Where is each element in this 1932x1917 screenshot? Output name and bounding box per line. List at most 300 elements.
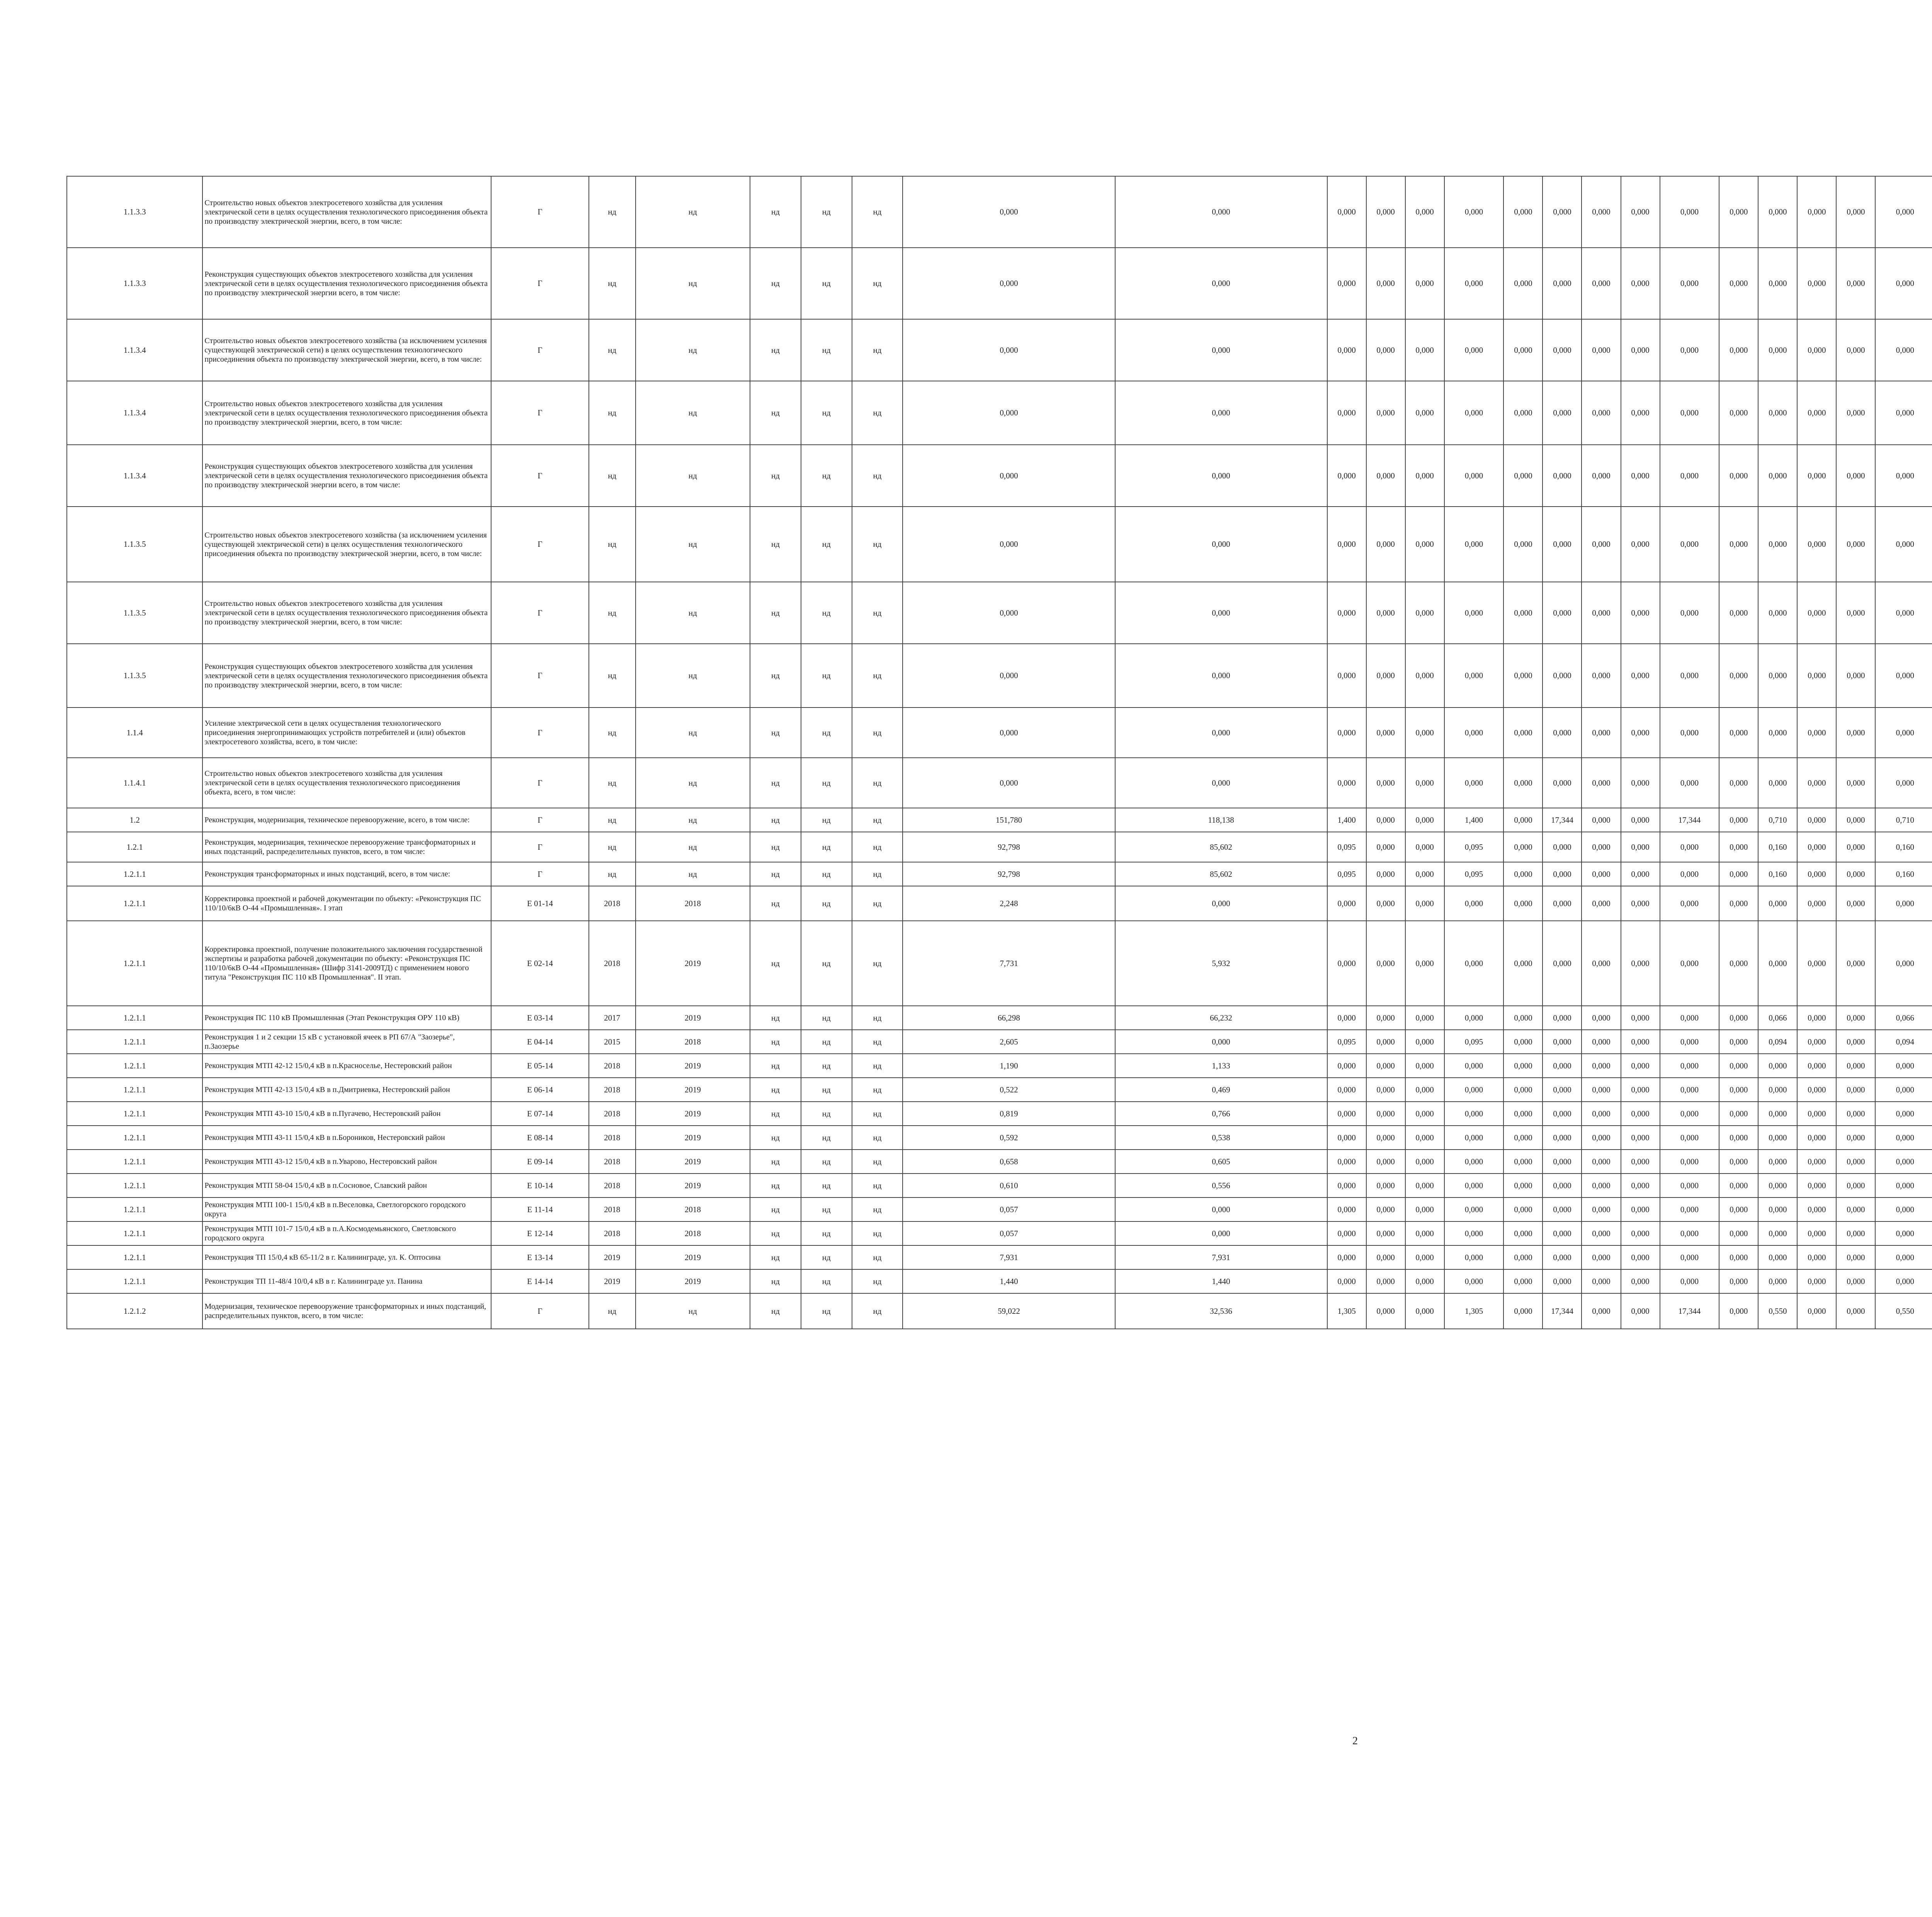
value-cell-text: 0,095 (1337, 1037, 1356, 1046)
value-cell-text: 0,000 (1464, 279, 1483, 288)
value-cell-text: 0,000 (1808, 1085, 1826, 1094)
code-cell (67, 582, 202, 644)
nd-cell (801, 1102, 852, 1126)
value-cell-text: 0,000 (1730, 815, 1748, 825)
value-cell (1582, 381, 1621, 445)
nd-cell-text: нд (822, 778, 831, 788)
start-year-cell (589, 1006, 636, 1030)
value-cell (1621, 1126, 1660, 1150)
value-cell-text: 0,000 (1337, 471, 1356, 480)
value-cell (1366, 1269, 1405, 1293)
value-cell (1719, 886, 1758, 921)
name-cell (202, 248, 491, 319)
value-cell-text: 17,344 (1551, 1306, 1573, 1316)
value-cell (1758, 1150, 1797, 1174)
value-cell (1660, 1126, 1719, 1150)
value-cell-text: 0,000 (1730, 1085, 1748, 1094)
code-cell-text: 1.2.1.1 (123, 958, 146, 968)
value-cell-text: 0,000 (1376, 1133, 1395, 1142)
nd-cell (801, 445, 852, 507)
value-cell (1327, 758, 1366, 808)
value-cell (1875, 381, 1932, 445)
nd-cell (750, 1221, 801, 1245)
total-cell (1115, 832, 1327, 862)
nd-cell (750, 319, 801, 381)
value-cell (1503, 1245, 1543, 1269)
value-cell-text: 0,160 (1769, 842, 1787, 852)
value-cell-text: 0,000 (1808, 1133, 1826, 1142)
end-year-cell-text: 2019 (684, 1157, 701, 1166)
value-cell (1582, 862, 1621, 886)
nd-cell (750, 1126, 801, 1150)
value-cell (1836, 1197, 1875, 1221)
value-cell (1366, 1150, 1405, 1174)
value-cell (1621, 1054, 1660, 1078)
value-cell-text: 0,000 (1514, 408, 1532, 417)
end-year-cell (636, 921, 750, 1006)
table-row (67, 862, 1932, 886)
value-cell-text: 0,000 (1553, 1252, 1571, 1262)
value-cell (1543, 582, 1582, 644)
total-cell (903, 319, 1115, 381)
flag-cell (491, 921, 589, 1006)
total-cell-text: 7,931 (1000, 1252, 1018, 1262)
code-cell-text: 1.2.1.1 (123, 1109, 146, 1118)
value-cell (1582, 1126, 1621, 1150)
value-cell (1719, 248, 1758, 319)
start-year-cell (589, 1102, 636, 1126)
value-cell (1836, 1269, 1875, 1293)
value-cell (1621, 248, 1660, 319)
value-cell-text: 0,000 (1376, 539, 1395, 549)
total-cell-text: 0,000 (1000, 408, 1018, 417)
name-cell-text: Реконструкция МТП 42-13 15/0,4 кВ в п.Дмитриевка, Нестеровский район (204, 1085, 450, 1094)
nd-cell (801, 176, 852, 248)
value-cell-text: 0,000 (1415, 869, 1434, 879)
value-cell-text: 0,000 (1847, 1013, 1865, 1022)
start-year-cell (589, 319, 636, 381)
nd-cell-text: нд (873, 539, 882, 549)
value-cell (1444, 1197, 1504, 1221)
value-cell (1503, 708, 1543, 758)
nd-cell (801, 862, 852, 886)
value-cell (1836, 248, 1875, 319)
name-cell-text: Реконструкция МТП 43-10 15/0,4 кВ в п.Пугачево, Нестеровский район (204, 1109, 441, 1118)
value-cell-text: 0,000 (1631, 608, 1650, 617)
code-cell-text: 1.2.1.1 (123, 1252, 146, 1262)
value-cell (1366, 1126, 1405, 1150)
table-row (67, 808, 1932, 832)
nd-cell-text: нд (771, 1180, 780, 1190)
table-row (67, 1197, 1932, 1221)
name-cell (202, 1174, 491, 1197)
total-cell (903, 1293, 1115, 1329)
total-cell-text: 1,190 (1000, 1061, 1018, 1070)
value-cell (1503, 507, 1543, 582)
code-cell-text: 1.2.1 (126, 842, 143, 852)
value-cell (1836, 1174, 1875, 1197)
value-cell-text: 0,000 (1631, 958, 1650, 968)
name-cell-text: Реконструкция МТП 43-12 15/0,4 кВ в п.Уварово, Нестеровский район (204, 1157, 437, 1166)
value-cell (1444, 921, 1504, 1006)
value-cell-text: 0,000 (1730, 671, 1748, 680)
value-cell-text: 0,000 (1514, 608, 1532, 617)
value-cell-text: 0,000 (1337, 539, 1356, 549)
flag-cell (491, 1030, 589, 1054)
value-cell (1503, 1293, 1543, 1329)
value-cell (1758, 1221, 1797, 1245)
nd-cell (801, 886, 852, 921)
value-cell-text: 0,000 (1514, 1180, 1532, 1190)
table-row (67, 319, 1932, 381)
value-cell-text: 0,000 (1592, 471, 1611, 480)
value-cell-text: 0,000 (1464, 1061, 1483, 1070)
value-cell (1875, 1078, 1932, 1102)
value-cell-text: 0,095 (1464, 1037, 1483, 1046)
value-cell-text: 0,000 (1769, 671, 1787, 680)
nd-cell (750, 507, 801, 582)
value-cell (1366, 176, 1405, 248)
value-cell-text: 0,000 (1464, 608, 1483, 617)
value-cell-text: 0,000 (1464, 408, 1483, 417)
value-cell (1543, 1269, 1582, 1293)
value-cell (1836, 1054, 1875, 1078)
code-cell-text: 1.2.1.1 (123, 1180, 146, 1190)
value-cell-text: 0,000 (1337, 958, 1356, 968)
value-cell (1758, 708, 1797, 758)
value-cell (1503, 832, 1543, 862)
table-row (67, 582, 1932, 644)
nd-cell-text: нд (873, 1133, 882, 1142)
value-cell (1405, 319, 1444, 381)
value-cell-text: 0,000 (1769, 1133, 1787, 1142)
value-cell (1543, 1054, 1582, 1078)
flag-cell (491, 381, 589, 445)
total-cell (903, 1269, 1115, 1293)
value-cell (1797, 1197, 1836, 1221)
nd-cell-text: нд (822, 898, 831, 908)
value-cell (1758, 921, 1797, 1006)
end-year-cell-text: 2018 (684, 1037, 701, 1046)
value-cell-text: 0,000 (1680, 1228, 1699, 1238)
name-cell (202, 507, 491, 582)
value-cell-text: 0,000 (1464, 345, 1483, 355)
value-cell (1582, 507, 1621, 582)
value-cell (1836, 862, 1875, 886)
value-cell-text: 0,000 (1553, 279, 1571, 288)
value-cell-text: 0,000 (1514, 1204, 1532, 1214)
total-cell-text: 0,000 (1212, 1204, 1230, 1214)
value-cell (1327, 582, 1366, 644)
name-cell (202, 319, 491, 381)
value-cell-text: 0,000 (1631, 345, 1650, 355)
value-cell-text: 0,000 (1592, 345, 1611, 355)
value-cell-text: 0,000 (1769, 1180, 1787, 1190)
code-cell (67, 1054, 202, 1078)
nd-cell (801, 921, 852, 1006)
value-cell (1543, 708, 1582, 758)
value-cell-text: 0,550 (1896, 1306, 1914, 1316)
flag-cell (491, 708, 589, 758)
value-cell-text: 0,000 (1592, 1276, 1611, 1286)
total-cell-text: 0,000 (1212, 345, 1230, 355)
value-cell (1405, 1150, 1444, 1174)
value-cell (1405, 507, 1444, 582)
value-cell-text: 0,000 (1847, 815, 1865, 825)
nd-cell (801, 1030, 852, 1054)
table-row (67, 1269, 1932, 1293)
value-cell-text: 0,000 (1847, 728, 1865, 737)
nd-cell-text: нд (822, 1109, 831, 1118)
end-year-cell-text: 2019 (684, 1133, 701, 1142)
name-cell (202, 921, 491, 1006)
value-cell (1503, 582, 1543, 644)
value-cell-text: 0,000 (1847, 1061, 1865, 1070)
value-cell (1758, 832, 1797, 862)
end-year-cell-text: нд (688, 778, 697, 788)
value-cell (1875, 248, 1932, 319)
flag-cell-text: Г (537, 408, 543, 417)
value-cell (1543, 644, 1582, 708)
value-cell (1875, 1030, 1932, 1054)
nd-cell-text: нд (771, 1013, 780, 1022)
table-row (67, 1126, 1932, 1150)
value-cell-text: 0,000 (1553, 539, 1571, 549)
value-cell (1327, 1126, 1366, 1150)
value-cell (1327, 886, 1366, 921)
value-cell (1660, 248, 1719, 319)
start-year-cell (589, 1221, 636, 1245)
value-cell (1660, 758, 1719, 808)
value-cell (1660, 832, 1719, 862)
end-year-cell-text: нд (688, 842, 697, 852)
value-cell-text: 0,000 (1631, 1133, 1650, 1142)
flag-cell (491, 507, 589, 582)
value-cell (1660, 708, 1719, 758)
name-cell-text: Строительство новых объектов электросетевого хозяйства для усиления электрической сети в целях осуществления технологического присоединения объекта, всего, в том числе: (204, 769, 460, 796)
value-cell (1503, 1221, 1543, 1245)
value-cell (1444, 644, 1504, 708)
nd-cell (801, 1221, 852, 1245)
code-cell-text: 1.1.3.4 (123, 471, 146, 480)
nd-cell-text: нд (771, 958, 780, 968)
value-cell (1621, 832, 1660, 862)
total-cell (1115, 1006, 1327, 1030)
value-cell (1582, 1197, 1621, 1221)
value-cell-text: 0,000 (1769, 1061, 1787, 1070)
value-cell-text: 0,000 (1769, 207, 1787, 216)
value-cell (1758, 176, 1797, 248)
name-cell (202, 1269, 491, 1293)
value-cell (1366, 1030, 1405, 1054)
value-cell-text: 0,160 (1769, 869, 1787, 879)
total-cell-text: 0,000 (1212, 671, 1230, 680)
value-cell (1366, 381, 1405, 445)
value-cell-text: 0,000 (1514, 869, 1532, 879)
value-cell (1405, 1293, 1444, 1329)
value-cell (1582, 248, 1621, 319)
value-cell (1719, 1197, 1758, 1221)
value-cell (1758, 1126, 1797, 1150)
total-cell-text: 0,000 (1000, 539, 1018, 549)
end-year-cell-text: нд (688, 671, 697, 680)
table-row (67, 1102, 1932, 1126)
name-cell-text: Реконструкция МТП 42-12 15/0,4 кВ в п.Красноселье, Нестеровский район (204, 1061, 452, 1070)
table-row (67, 445, 1932, 507)
value-cell (1875, 1293, 1932, 1329)
value-cell (1660, 445, 1719, 507)
total-cell-text: 0,610 (1000, 1180, 1018, 1190)
name-cell (202, 1102, 491, 1126)
value-cell-text: 0,000 (1464, 778, 1483, 788)
value-cell (1444, 886, 1504, 921)
value-cell-text: 0,000 (1631, 1109, 1650, 1118)
value-cell (1582, 708, 1621, 758)
nd-cell (801, 758, 852, 808)
value-cell-text: 0,000 (1376, 958, 1395, 968)
total-cell (903, 381, 1115, 445)
nd-cell (852, 758, 903, 808)
table-row (67, 1221, 1932, 1245)
start-year-cell (589, 708, 636, 758)
value-cell-text: 0,000 (1376, 1109, 1395, 1118)
nd-cell-text: нд (873, 958, 882, 968)
value-cell (1582, 832, 1621, 862)
value-cell (1719, 1150, 1758, 1174)
value-cell (1405, 808, 1444, 832)
end-year-cell (636, 176, 750, 248)
total-cell-text: 0,057 (1000, 1204, 1018, 1214)
end-year-cell (636, 708, 750, 758)
value-cell (1543, 1126, 1582, 1150)
nd-cell-text: нд (822, 842, 831, 852)
flag-cell-text: Е 03-14 (527, 1013, 553, 1022)
value-cell-text: 0,000 (1769, 958, 1787, 968)
value-cell-text: 0,000 (1896, 539, 1914, 549)
start-year-cell (589, 832, 636, 862)
end-year-cell (636, 1293, 750, 1329)
nd-cell (750, 1197, 801, 1221)
nd-cell (852, 1030, 903, 1054)
value-cell (1719, 1269, 1758, 1293)
value-cell (1875, 644, 1932, 708)
value-cell (1366, 582, 1405, 644)
value-cell (1444, 1221, 1504, 1245)
value-cell-text: 0,000 (1376, 1306, 1395, 1316)
total-cell-text: 118,138 (1208, 815, 1234, 825)
value-cell (1543, 1030, 1582, 1054)
value-cell-text: 0,000 (1769, 1252, 1787, 1262)
value-cell-text: 0,000 (1464, 207, 1483, 216)
value-cell-text: 0,000 (1415, 728, 1434, 737)
value-cell-text: 0,000 (1415, 1085, 1434, 1094)
end-year-cell-text: 2019 (684, 1109, 701, 1118)
name-cell (202, 808, 491, 832)
value-cell-text: 0,000 (1847, 471, 1865, 480)
end-year-cell (636, 862, 750, 886)
total-cell (1115, 758, 1327, 808)
value-cell-text: 0,000 (1631, 728, 1650, 737)
total-cell-text: 0,766 (1212, 1109, 1230, 1118)
value-cell (1405, 644, 1444, 708)
code-cell-text: 1.2.1.1 (123, 1061, 146, 1070)
value-cell-text: 0,000 (1415, 842, 1434, 852)
code-cell-text: 1.2.1.1 (123, 1204, 146, 1214)
value-cell-text: 0,000 (1415, 1037, 1434, 1046)
value-cell-text: 0,000 (1808, 778, 1826, 788)
value-cell-text: 0,000 (1730, 207, 1748, 216)
value-cell (1366, 1245, 1405, 1269)
code-cell (67, 1293, 202, 1329)
nd-cell (750, 381, 801, 445)
value-cell (1758, 381, 1797, 445)
start-year-cell (589, 176, 636, 248)
value-cell (1660, 644, 1719, 708)
total-cell (1115, 248, 1327, 319)
nd-cell (852, 862, 903, 886)
value-cell-text: 0,000 (1680, 728, 1699, 737)
value-cell (1621, 862, 1660, 886)
value-cell-text: 0,000 (1896, 898, 1914, 908)
value-cell (1327, 921, 1366, 1006)
code-cell-text: 1.2.1.1 (123, 898, 146, 908)
code-cell (67, 176, 202, 248)
value-cell (1875, 1126, 1932, 1150)
total-cell (903, 1006, 1115, 1030)
value-cell (1621, 176, 1660, 248)
value-cell (1327, 1174, 1366, 1197)
total-cell (1115, 507, 1327, 582)
value-cell (1405, 1174, 1444, 1197)
value-cell (1621, 644, 1660, 708)
flag-cell-text: Г (537, 279, 543, 288)
start-year-cell (589, 758, 636, 808)
value-cell-text: 0,000 (1680, 869, 1699, 879)
total-cell-text: 7,931 (1212, 1252, 1230, 1262)
value-cell (1875, 1197, 1932, 1221)
value-cell-text: 0,000 (1847, 1276, 1865, 1286)
value-cell (1582, 1030, 1621, 1054)
value-cell-text: 0,000 (1514, 539, 1532, 549)
value-cell-text: 0,000 (1730, 408, 1748, 417)
nd-cell (852, 808, 903, 832)
flag-cell-text: Е 09-14 (527, 1157, 553, 1166)
value-cell (1366, 808, 1405, 832)
table-row (67, 886, 1932, 921)
value-cell (1875, 582, 1932, 644)
nd-cell-text: нд (822, 1228, 831, 1238)
flag-cell (491, 1293, 589, 1329)
value-cell (1582, 1150, 1621, 1174)
value-cell-text: 0,000 (1631, 1180, 1650, 1190)
value-cell-text: 0,000 (1592, 608, 1611, 617)
flag-cell-text: Е 01-14 (527, 898, 553, 908)
total-cell (903, 1174, 1115, 1197)
total-cell (1115, 1054, 1327, 1078)
value-cell-text: 0,000 (1730, 1133, 1748, 1142)
value-cell-text: 0,000 (1680, 1109, 1699, 1118)
total-cell (903, 248, 1115, 319)
start-year-cell (589, 886, 636, 921)
value-cell (1660, 921, 1719, 1006)
nd-cell-text: нд (822, 345, 831, 355)
nd-cell (852, 1197, 903, 1221)
name-cell (202, 445, 491, 507)
code-cell-text: 1.1.4.1 (123, 778, 146, 788)
value-cell-text: 0,000 (1730, 1306, 1748, 1316)
table-row (67, 1150, 1932, 1174)
end-year-cell-text: нд (688, 539, 697, 549)
